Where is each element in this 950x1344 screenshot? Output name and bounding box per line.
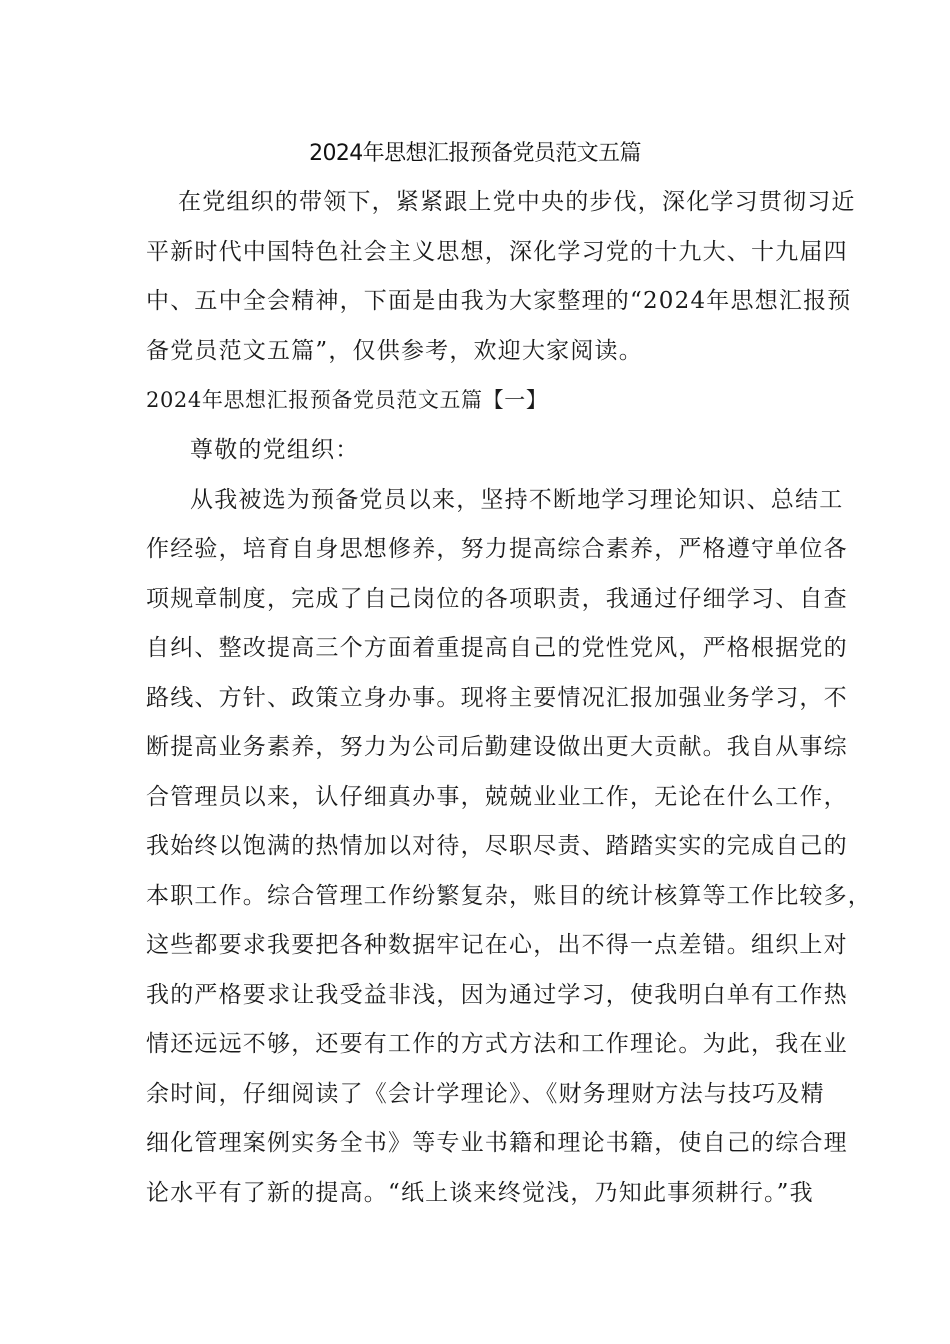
body-line: 合管理员以来，认仔细真办事，兢兢业业工作，无论在什么工作， xyxy=(146,784,848,810)
body-line: 本职工作。综合管理工作纷繁复杂，账目的统计核算等工作比较多， xyxy=(146,883,872,909)
body-line: 路线、方针、政策立身办事。现将主要情况汇报加强业务学习，不 xyxy=(146,685,848,711)
body-line: 从我被选为预备党员以来，坚持不断地学习理论知识、总结工 xyxy=(190,487,844,513)
body-line: 这些都要求我要把各种数据牢记在心，出不得一点差错。组织上对 xyxy=(146,932,848,958)
body-line: 细化管理案例实务全书》等专业书籍和理论书籍，使自己的综合理 xyxy=(146,1130,848,1156)
body-line: 我的严格要求让我受益非浅，因为通过学习，使我明白单有工作热 xyxy=(146,982,848,1008)
intro-line: 备党员范文五篇”，仅供参考，欢迎大家阅读。 xyxy=(146,338,643,364)
body-line: 我始终以饱满的热情加以对待，尽职尽责、踏踏实实的完成自己的 xyxy=(146,833,848,859)
body-line: 余时间，仔细阅读了《会计学理论》、《财务理财方法与技巧及精 xyxy=(146,1081,825,1107)
body-line: 断提高业务素养，努力为公司后勤建设做出更大贡献。我自从事综 xyxy=(146,734,848,760)
intro-line: 在党组织的带领下，紧紧跟上党中央的步伐，深化学习贯彻习近 xyxy=(178,189,856,215)
body-line: 作经验，培育自身思想修养，努力提高综合素养，严格遵守单位各 xyxy=(146,536,848,562)
body-line: 项规章制度，完成了自己岗位的各项职责，我通过仔细学习、自查 xyxy=(146,586,848,612)
salutation: 尊敬的党组织： xyxy=(190,437,360,463)
body-line: 论水平有了新的提高。“纸上谈来终觉浅，乃知此事须耕行。”我 xyxy=(146,1180,814,1206)
body-line: 自纠、整改提高三个方面着重提高自己的党性党风，严格根据党的 xyxy=(146,635,848,661)
intro-line: 中、五中全会精神，下面是由我为大家整理的“2024年思想汇报预 xyxy=(146,288,852,314)
intro-line: 平新时代中国特色社会主义思想，深化学习党的十九大、十九届四 xyxy=(146,239,848,265)
document-title: 2024年思想汇报预备党员范文五篇 xyxy=(309,141,641,166)
section-heading: 2024年思想汇报预备党员范文五篇【一】 xyxy=(146,388,548,412)
body-line: 情还远远不够，还要有工作的方式方法和工作理论。为此，我在业 xyxy=(146,1031,848,1057)
